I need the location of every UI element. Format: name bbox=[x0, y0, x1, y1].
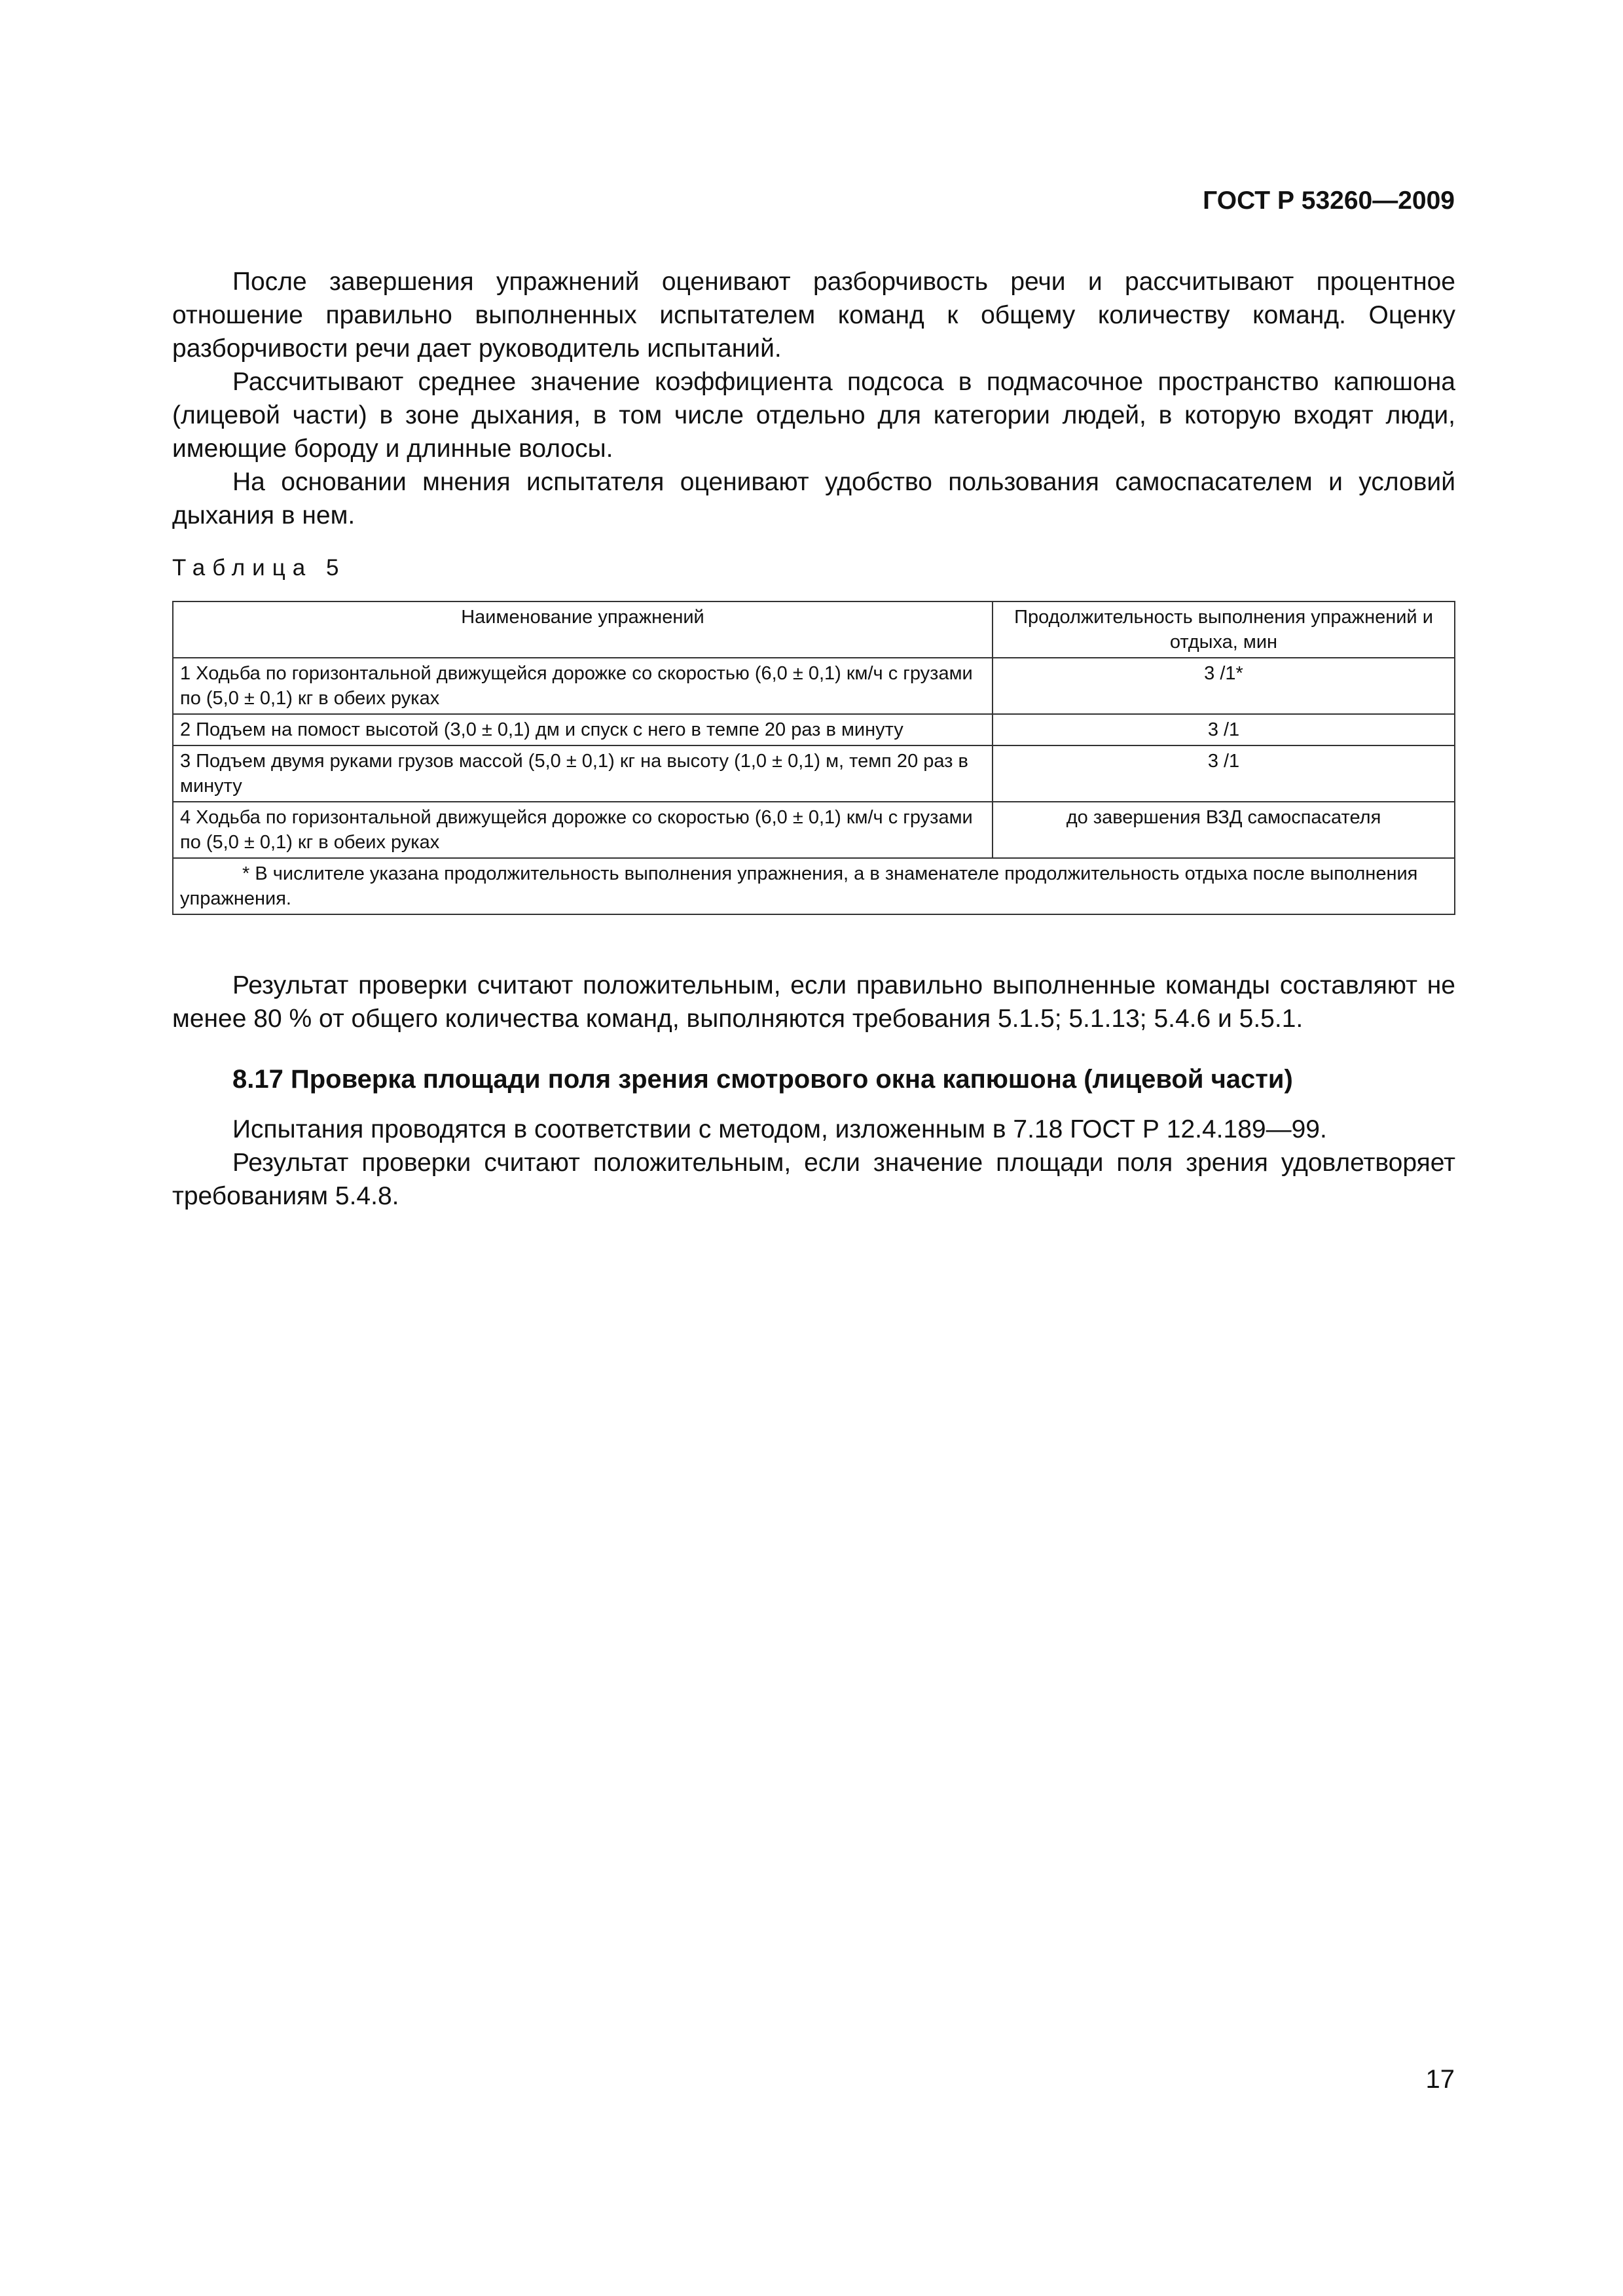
duration-cell: до завершения ВЗД самоспасателя bbox=[993, 802, 1455, 858]
section-text-block bbox=[172, 1113, 1455, 1213]
paragraph-result: Результат проверки считают положительным, если правильно выполненные команды составляют не менее 80 % от общего количества команд, выполняются требования 5.1.5; 5.1.13; 5.4.6 и 5.5.1. bbox=[172, 971, 1455, 1033]
exercise-cell: 2 Подъем на помост высотой (3,0 ± 0,1) дм и спуск с него в темпе 20 раз в минуту bbox=[173, 714, 993, 745]
table-row bbox=[173, 745, 1455, 802]
exercise-cell: 3 Подъем двумя руками грузов массой (5,0 ± 0,1) кг на высоту (1,0 ± 0,1) м, темп 20 раз в минуту bbox=[173, 745, 993, 802]
header-duration: Продолжительность выполнения упражнений и отдыха, мин bbox=[993, 601, 1455, 658]
exercises-table bbox=[172, 601, 1455, 915]
exercise-cell: 4 Ходьба по горизонтальной движущейся дорожке со скоростью (6,0 ± 0,1) км/ч с грузами по (5,0 ± 0,1) кг в обеих руках bbox=[173, 802, 993, 858]
duration-cell: 3 /1* bbox=[993, 658, 1455, 714]
table-row bbox=[173, 714, 1455, 745]
paragraph-suction-coefficient: Рассчитывают среднее значение коэффициента подсоса в подмасочное пространство капюшона (лицевой части) в зоне дыхания, в том числе отдельно для категории людей, в которую входят люди, имеющие бороду и длинные волосы. bbox=[172, 368, 1455, 463]
page-number: 17 bbox=[1425, 2065, 1455, 2094]
duration-cell: 3 /1 bbox=[993, 745, 1455, 802]
paragraph-test-method: Испытания проводятся в соответствии с методом, изложенным в 7.18 ГОСТ Р 12.4.189—99. bbox=[232, 1115, 1327, 1143]
result-text-block bbox=[172, 969, 1455, 1035]
document-header: ГОСТ Р 53260—2009 bbox=[1203, 187, 1455, 215]
table-footnote: * В числителе указана продолжительность выполнения упражнения, а в знаменателе продолжительность отдыха после выполнения упражнения. bbox=[173, 858, 1455, 914]
table-row bbox=[173, 802, 1455, 858]
paragraph-speech-intelligibility: После завершения упражнений оценивают разборчивость речи и рассчитывают процентное отношение правильно выполненных испытателем команд к общему количеству команд. Оценку разборчивости речи дает руководитель испытаний. bbox=[172, 268, 1455, 363]
duration-cell: 3 /1 bbox=[993, 714, 1455, 745]
table-row bbox=[173, 658, 1455, 714]
paragraph-tester-opinion: На основании мнения испытателя оценивают удобство пользования самоспасателем и условий дыхания в нем. bbox=[172, 468, 1455, 529]
header-exercise-name: Наименование упражнений bbox=[173, 601, 993, 658]
section-title: 8.17 Проверка площади поля зрения смотрового окна капюшона (лицевой части) bbox=[232, 1065, 1293, 1094]
table-footnote-row bbox=[173, 858, 1455, 914]
paragraph-section-result: Результат проверки считают положительным, если значение площади поля зрения удовлетворяет требованиям 5.4.8. bbox=[172, 1149, 1455, 1210]
exercise-cell: 1 Ходьба по горизонтальной движущейся дорожке со скоростью (6,0 ± 0,1) км/ч с грузами по (5,0 ± 0,1) кг в обеих руках bbox=[173, 658, 993, 714]
table-caption: Таблица 5 bbox=[172, 555, 346, 581]
intro-text-block bbox=[172, 265, 1455, 532]
table-header-row bbox=[173, 601, 1455, 658]
